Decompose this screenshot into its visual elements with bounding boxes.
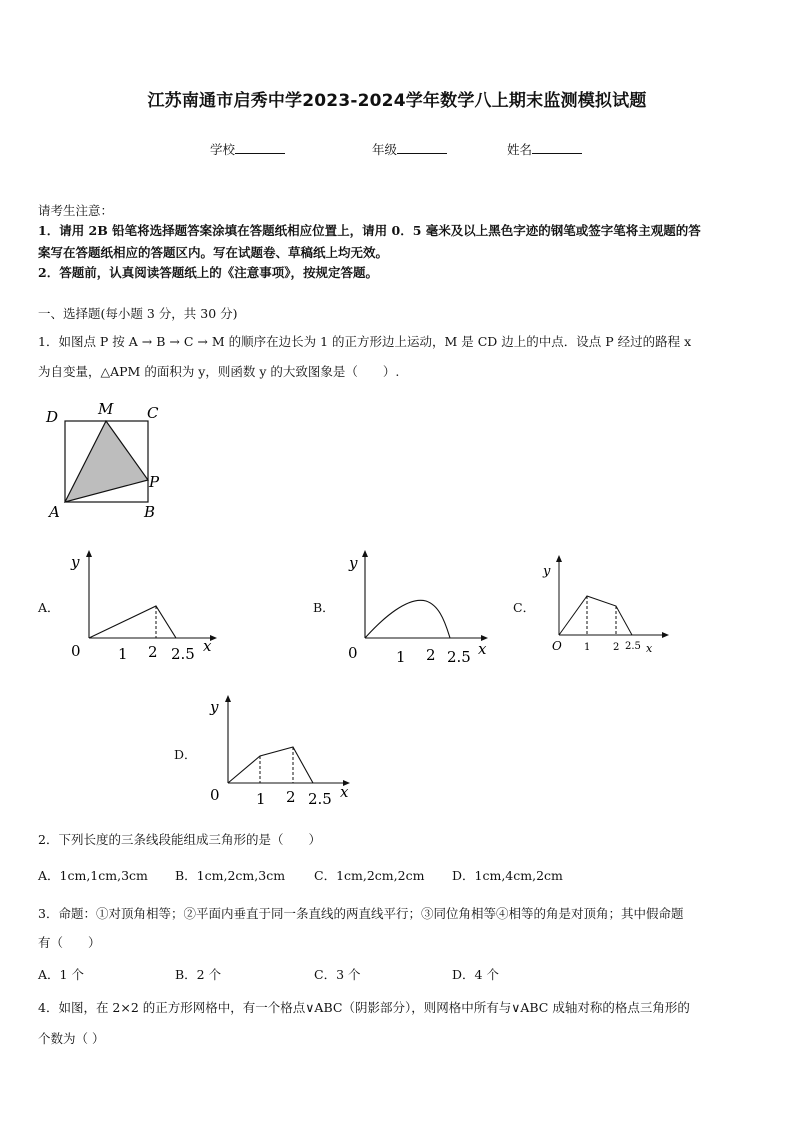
- q4-line2: 个数为（ ）: [38, 1031, 105, 1046]
- tick-2: 2: [286, 788, 296, 806]
- page-title: 江苏南通市启秀中学2023-2024学年数学八上期末监测模拟试题: [147, 91, 647, 111]
- y-arrow: [556, 555, 562, 562]
- school-blank: [235, 141, 285, 154]
- y-label: y: [210, 698, 219, 716]
- tick-1: 1: [256, 790, 266, 808]
- tick-1: 1: [396, 648, 406, 666]
- label-a: A: [49, 503, 60, 521]
- y-label: y: [349, 554, 358, 572]
- section1-heading: 一、选择题(每小题 3 分，共 30 分): [38, 306, 238, 321]
- origin-label: 0: [210, 786, 220, 804]
- notice-heading: 请考生注意：: [38, 203, 114, 218]
- tick-2: 2: [148, 643, 158, 661]
- tick-2: 2: [426, 646, 436, 664]
- origin-label: 0: [348, 644, 358, 662]
- q1-option-c-label[interactable]: C．: [513, 600, 536, 615]
- notice-item2: 2．答题前，认真阅读答题纸上的《注意事项》，按规定答题。: [38, 265, 378, 280]
- q1-option-b-graph[interactable]: [338, 548, 498, 666]
- y-arrow: [225, 695, 231, 702]
- notice-item1-line2: 案写在答题纸相应的答题区内。写在试题卷、草稿纸上均无效。: [38, 245, 389, 260]
- label-d: D: [46, 408, 59, 426]
- name-label: 姓名: [507, 142, 533, 157]
- graph-line: [559, 596, 632, 635]
- q1-line1: 1．如图点 P 按 A → B → C → M 的顺序在边长为 1 的正方形边上运动，M 是 CD 边上的中点．设点 P 经过的路程 x: [38, 334, 692, 349]
- graph-curve: [365, 600, 450, 638]
- school-label: 学校: [210, 142, 236, 157]
- q3-option-d[interactable]: D．4 个: [452, 967, 499, 982]
- name-field: [507, 140, 582, 158]
- q2-option-b[interactable]: B．1cm,2cm,3cm: [175, 868, 286, 883]
- y-arrow: [86, 550, 92, 557]
- graph-line: [89, 606, 176, 638]
- q3-line2: 有（ ）: [38, 935, 101, 950]
- y-label: y: [543, 564, 551, 579]
- q2-stem: 2．下列长度的三条线段能组成三角形的是（ ）: [38, 832, 321, 847]
- x-label: x: [340, 783, 349, 801]
- q1-option-a-label[interactable]: A．: [38, 600, 60, 615]
- grade-field: [372, 140, 447, 158]
- origin-label: 0: [71, 642, 81, 660]
- q1-option-d-graph[interactable]: [201, 693, 361, 811]
- q3-option-a[interactable]: A．1 个: [38, 967, 84, 982]
- name-blank: [532, 141, 582, 154]
- q3-option-b[interactable]: B．2 个: [175, 967, 222, 982]
- q1-option-b-label[interactable]: B．: [313, 600, 335, 615]
- school-field: [210, 140, 285, 158]
- x-arrow: [662, 632, 669, 638]
- q1-square-figure: [40, 395, 175, 525]
- y-arrow: [362, 550, 368, 557]
- graph-line: [228, 747, 313, 783]
- grade-blank: [397, 141, 447, 154]
- grade-label: 年级: [372, 142, 398, 157]
- q1-option-d-label[interactable]: D．: [174, 747, 197, 762]
- tick-2-5: 2.5: [171, 645, 195, 663]
- tick-1: 1: [118, 645, 128, 663]
- tick-1: 1: [584, 642, 591, 653]
- label-c: C: [147, 404, 159, 422]
- q3-line1: 3．命题：①对顶角相等；②平面内垂直于同一条直线的两直线平行；③同位角相等④相等的角是对顶角；其中假命题: [38, 906, 684, 921]
- q2-option-d[interactable]: D．1cm,4cm,2cm: [452, 868, 563, 883]
- triangle-apm: [65, 421, 148, 502]
- q1-option-a-graph[interactable]: [62, 548, 222, 666]
- label-b: B: [144, 503, 156, 521]
- tick-2-5: 2.5: [447, 648, 471, 666]
- origin-label: O: [552, 639, 562, 653]
- x-label: x: [203, 637, 212, 655]
- q3-option-c[interactable]: C．3 个: [314, 967, 361, 982]
- x-label: x: [646, 642, 653, 655]
- x-label: x: [478, 640, 487, 658]
- q1-line2: 为自变量，△APM 的面积为 y，则函数 y 的大致图象是（ ）.: [38, 364, 400, 379]
- q4-line1: 4．如图，在 2×2 的正方形网格中，有一个格点∨ABC（阴影部分），则网格中所有与∨ABC 成轴对称的格点三角形的: [38, 1000, 690, 1015]
- tick-2-5: 2.5: [625, 641, 641, 652]
- q1-option-c-graph[interactable]: [536, 555, 676, 660]
- notice-item1-line1: 1．请用 2B 铅笔将选择题答案涂填在答题纸相应位置上，请用 0．5 毫米及以上黑色字迹的钢笔或签字笔将主观题的答: [38, 223, 701, 238]
- label-m: M: [98, 400, 114, 418]
- y-label: y: [71, 553, 80, 571]
- tick-2: 2: [613, 642, 620, 653]
- tick-2-5: 2.5: [308, 790, 332, 808]
- q2-option-a[interactable]: A．1cm,1cm,3cm: [38, 868, 148, 883]
- label-p: P: [149, 473, 160, 491]
- q2-option-c[interactable]: C．1cm,2cm,2cm: [314, 868, 425, 883]
